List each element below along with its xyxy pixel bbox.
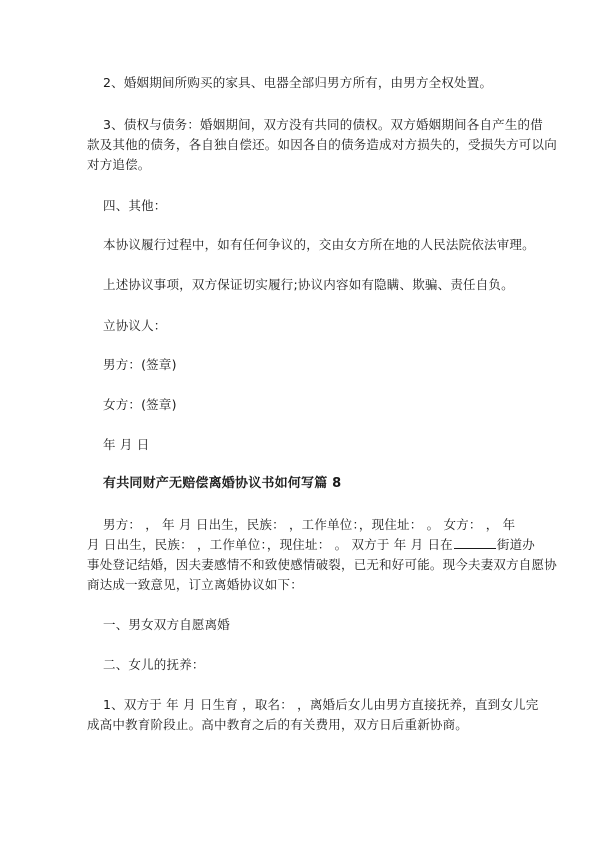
parties-label: 立协议人： (103, 318, 167, 333)
intro-line-3: 事处登记结婚，因夫妻感情不和致使感情破裂，已无和好可能。现今夫妻双方自愿协 (87, 557, 557, 572)
intro-line-1: 男方： ， 年 月 日出生，民族： ，工作单位：，现住址： 。 女方： ， 年 (103, 517, 516, 532)
clause-item-3-line-3: 对方追偿。 (87, 157, 151, 172)
clause-item-3-line-1: 3、债权与债务：婚姻期间，双方没有共同的债权。双方婚姻期间各自产生的借 (103, 117, 543, 132)
clause-item-3-line-2: 款及其他的债务，各自独自偿还。如因各自的债务造成对方损失的，受损失方可以向 (87, 137, 557, 152)
child-line-2: 成高中教育阶段止。高中教育之后的有关费用，双方日后重新协商。 (87, 717, 469, 732)
clause-1: 一、男女双方自愿离婚 (103, 617, 231, 632)
blank-underline (454, 536, 496, 549)
female-signature: 女方：(签章) (103, 397, 177, 412)
dispute-clause: 本协议履行过程中，如有任何争议的，交由女方所在地的人民法院依法审理。 (103, 237, 535, 252)
clause-item-2: 2、婚姻期间所购买的家具、电器全部归男方所有，由男方全权处置。 (103, 75, 493, 90)
section-title: 有共同财产无赔偿离婚协议书如何写篇 8 (103, 476, 342, 491)
intro-line-4: 商达成一致意见，订立离婚协议如下： (87, 577, 303, 592)
section-other-heading: 四、其他： (103, 198, 167, 213)
guarantee-clause: 上述协议事项，双方保证切实履行;协议内容如有隐瞒、欺骗、责任自负。 (103, 277, 514, 292)
intro-line-2 (87, 535, 535, 555)
intro-line-2-text: 月 日出生，民族： ，工作单位：，现住址： 。 双方于 年 月 日在 (87, 537, 453, 552)
clause-2: 二、女儿的抚养： (103, 657, 205, 672)
intro-line-2-suffix: 街道办 (496, 537, 535, 552)
child-line-1: 1、双方于 年 月 日生育 ，取名： ，离婚后女儿由男方直接抚养，直到女儿完 (103, 697, 539, 712)
male-signature: 男方：(签章) (103, 357, 177, 372)
date-line: 年 月 日 (103, 437, 150, 452)
